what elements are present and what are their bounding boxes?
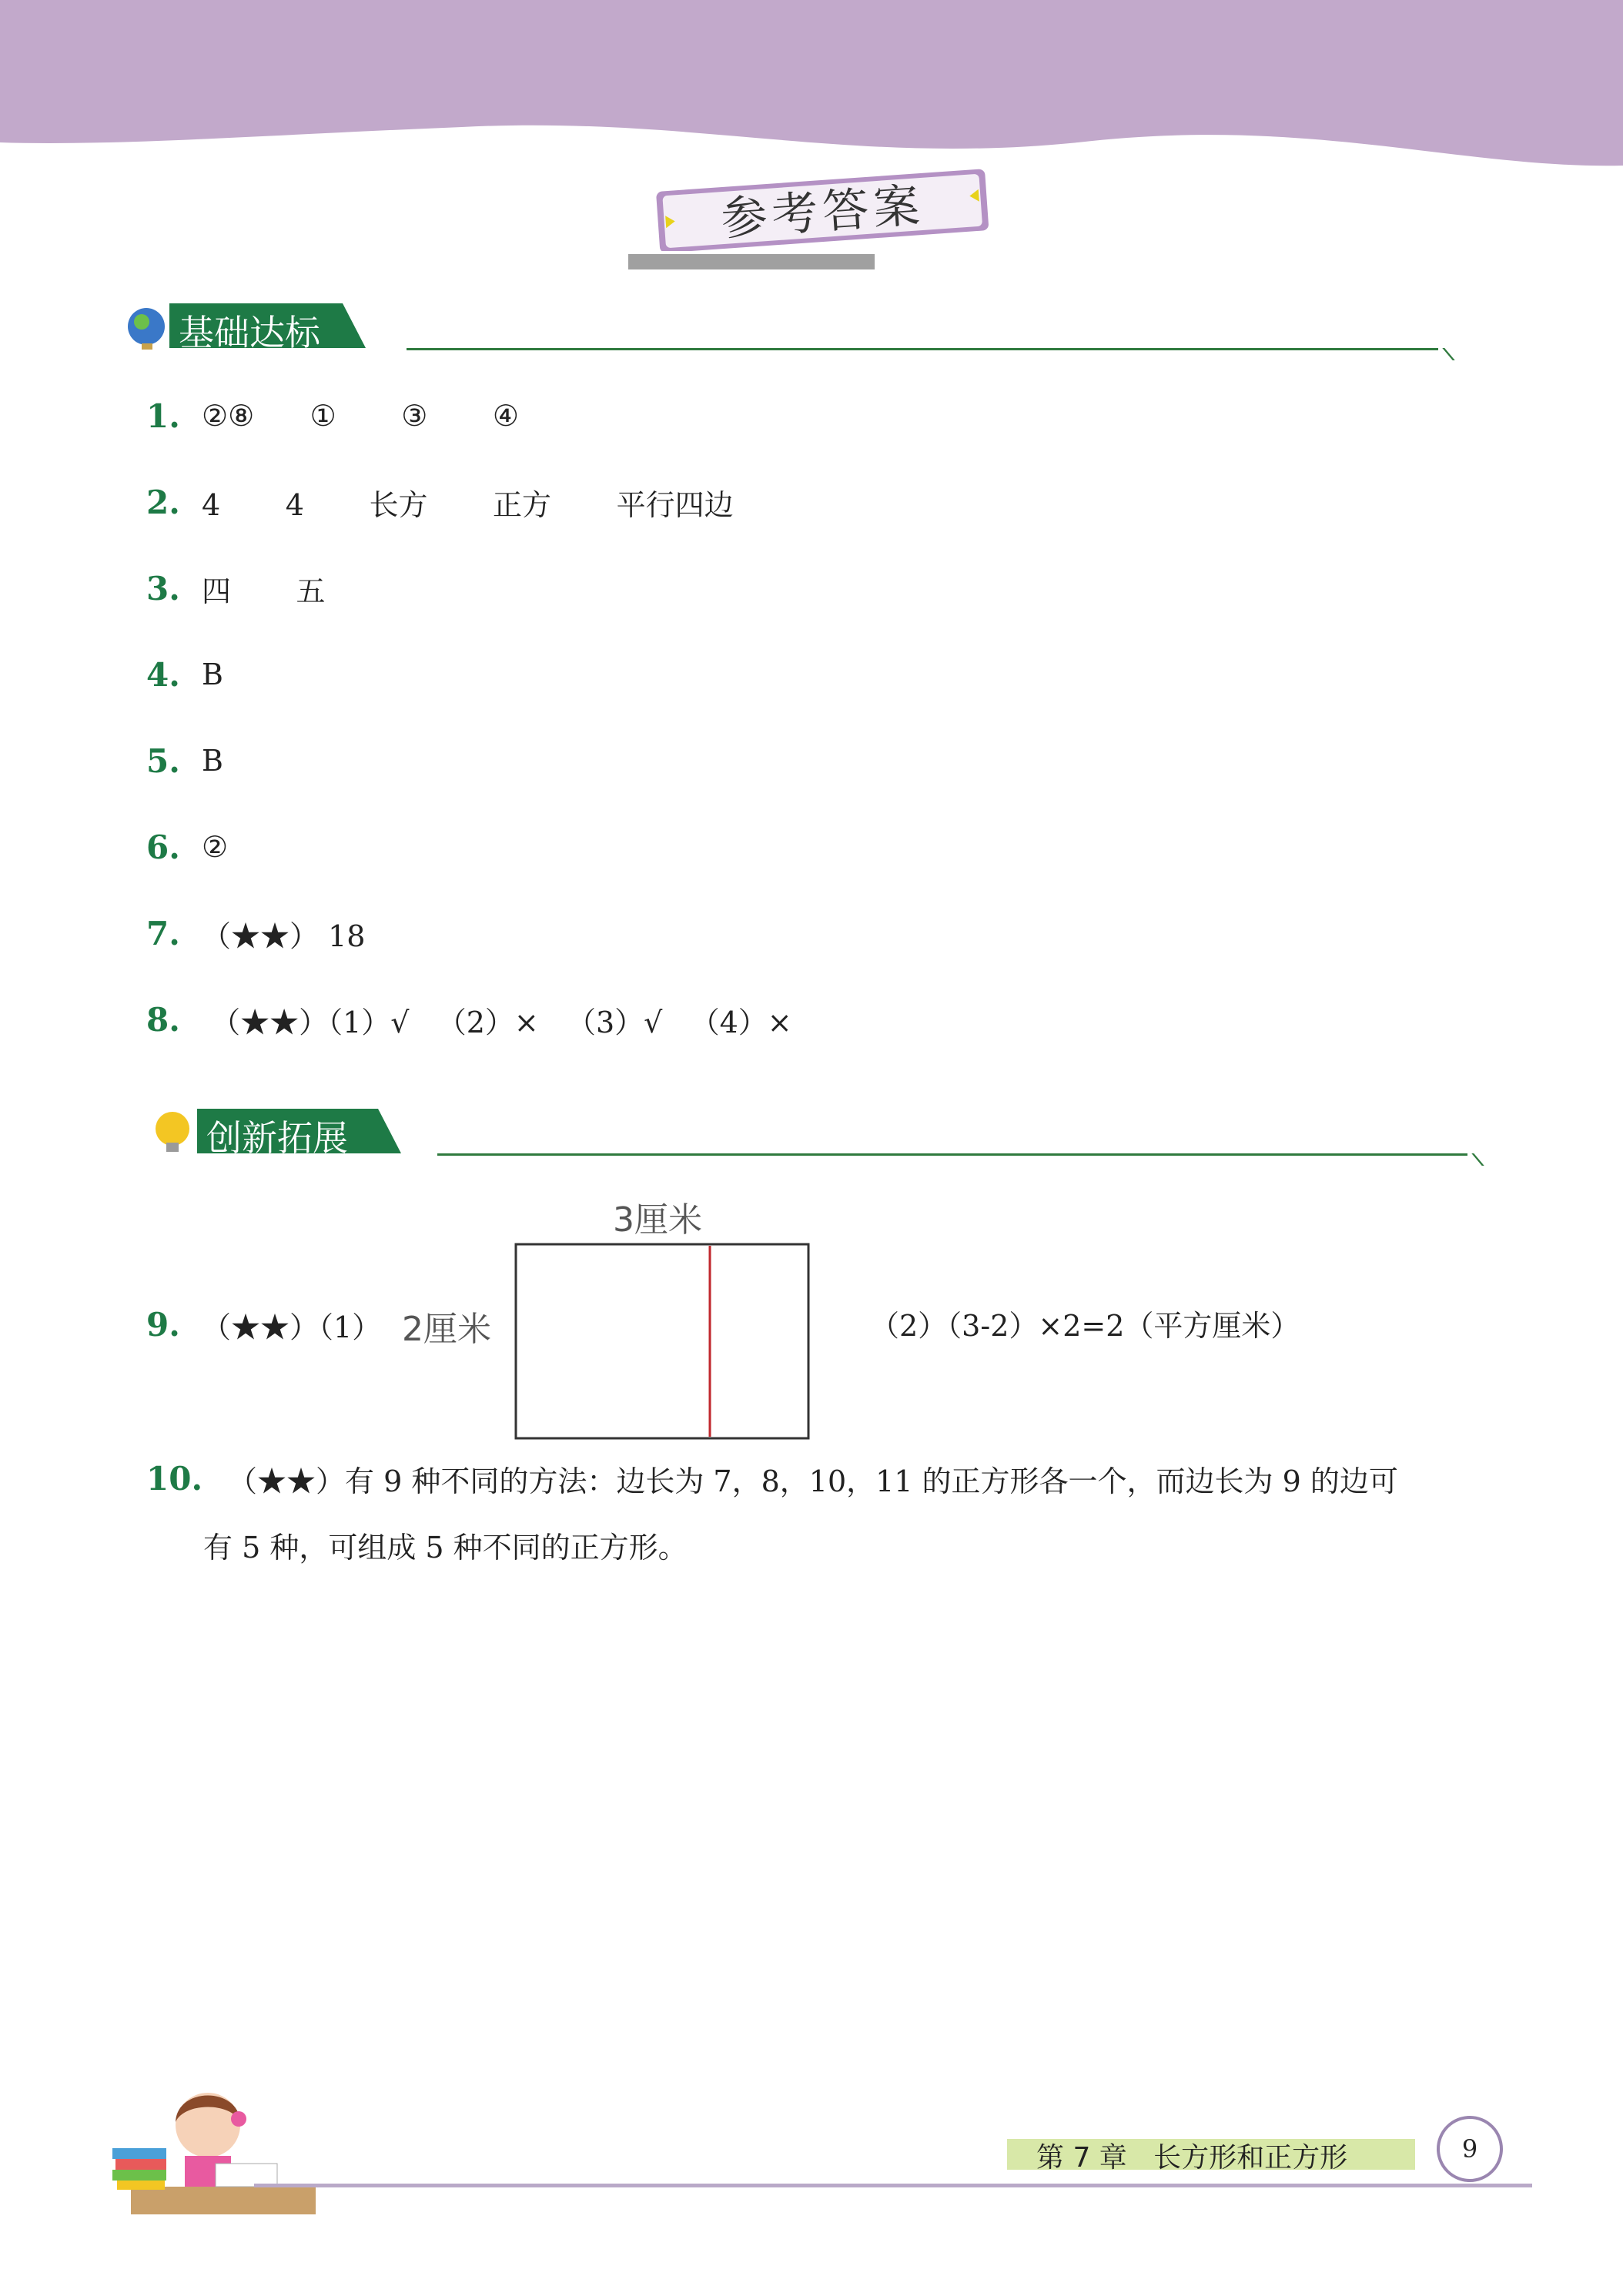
answer-row	[146, 910, 365, 956]
question-number: 8.	[146, 1000, 180, 1039]
diagram-left-label: 2厘米	[402, 1310, 491, 1349]
question-number: 6.	[146, 828, 180, 866]
q9-part2-text: （2）（3-2）×2=2（平方厘米）	[870, 1309, 1300, 1343]
question-number: 3.	[146, 569, 180, 607]
answer-text-line2: 有 5 种，可组成 5 种不同的正方形。	[203, 1531, 688, 1565]
question-number: 5.	[146, 741, 180, 780]
answer-text: 四 五	[202, 574, 326, 608]
answer-text: （★★）（1）√ （2）× （3）√ （4）×	[202, 1005, 792, 1039]
header-wave-decoration	[0, 0, 1623, 177]
answer-row	[146, 1301, 381, 1347]
answer-row	[146, 824, 228, 870]
answer-row	[146, 479, 734, 525]
answer-row	[146, 393, 519, 439]
answer-text: 4 4 长方 正方 平行四边	[202, 487, 734, 522]
rectangle-diagram	[402, 1192, 810, 1446]
answer-text: ②⑧ ① ③ ④	[202, 399, 519, 433]
title-shadow-bar	[628, 254, 875, 269]
question-number: 4.	[146, 655, 180, 694]
answer-row	[146, 651, 223, 698]
answer-text: B	[202, 744, 223, 778]
answer-text: ②	[202, 830, 229, 864]
answer-text: B	[202, 658, 223, 691]
title-banner	[651, 166, 993, 251]
answer-row	[146, 565, 326, 611]
answer-row	[146, 738, 223, 784]
section-divider-hook	[1428, 348, 1454, 360]
page-title: 参考答案	[719, 178, 926, 247]
diagram-figure	[402, 1192, 810, 1446]
section-divider-line	[437, 1153, 1467, 1156]
answer-text-line1: （★★）有 9 种不同的方法：边长为 7，8，10，11 的正方形各一个，而边长为 9 的边可	[228, 1464, 1398, 1498]
section-divider-line	[407, 348, 1438, 350]
section-divider-hook	[1457, 1153, 1484, 1166]
question-number: 10.	[146, 1459, 203, 1498]
question-number: 9.	[146, 1305, 180, 1344]
footer-line	[254, 2184, 1532, 2187]
section-label: 基础达标	[179, 312, 320, 353]
question-number: 7.	[146, 914, 180, 952]
answer-text: （★★） 18	[202, 919, 366, 953]
footer-chapter-title: 第 7 章 长方形和正方形	[1036, 2142, 1348, 2174]
diagram-top-label: 3厘米	[613, 1200, 702, 1240]
answer-text: （★★）（1）	[202, 1310, 382, 1344]
section-label: 创新拓展	[206, 1117, 348, 1159]
answer-row	[146, 1455, 1398, 1501]
question-number: 1.	[146, 397, 180, 435]
page-number: 9	[1437, 2116, 1503, 2182]
section-heading-basic	[123, 300, 370, 351]
section-heading-extension	[151, 1106, 405, 1159]
mascot-illustration	[108, 2048, 323, 2217]
answer-row	[146, 996, 792, 1043]
question-number: 2.	[146, 483, 180, 521]
